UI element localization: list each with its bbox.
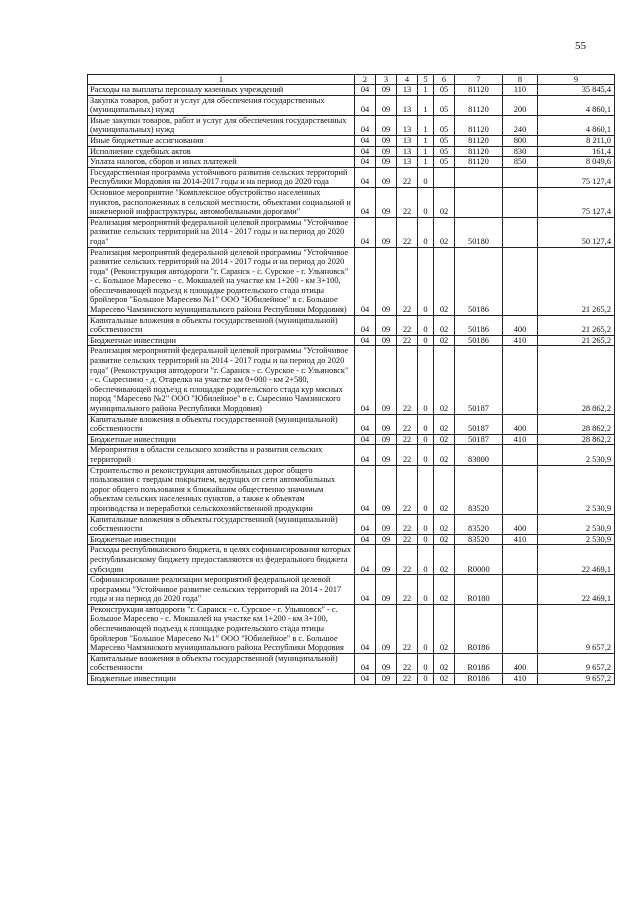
target-code-cell: 83520: [455, 534, 503, 545]
table-row: [88, 434, 615, 445]
amount-cell: 2 530,9: [538, 534, 615, 545]
table-row: [88, 315, 615, 335]
expense-type-cell: 410: [503, 434, 538, 445]
event-cell: 02: [434, 445, 455, 465]
target-code-cell: R0000: [455, 545, 503, 575]
amount-cell: 2 530,9: [538, 514, 615, 534]
event-cell: 05: [434, 157, 455, 168]
rzd-cell: 04: [355, 534, 376, 545]
budget-table: [87, 74, 615, 685]
amount-cell: 21 265,2: [538, 315, 615, 335]
event-cell: 05: [434, 115, 455, 135]
table-row: [88, 414, 615, 434]
header-row: [88, 75, 615, 85]
target-code-cell: 50187: [455, 434, 503, 445]
table-body: [88, 85, 615, 685]
prz-cell: 09: [376, 146, 397, 157]
prz-cell: 09: [376, 514, 397, 534]
row-name-cell: Расходы на выплаты персоналу казенных учреждений: [88, 85, 355, 96]
subprogram-cell: 0: [418, 575, 434, 605]
program-cell: 13: [397, 146, 418, 157]
header-cell: 6: [434, 75, 455, 85]
event-cell: 02: [434, 217, 455, 247]
table-row: [88, 85, 615, 96]
target-code-cell: 83000: [455, 445, 503, 465]
prz-cell: 09: [376, 95, 397, 115]
prz-cell: 09: [376, 187, 397, 217]
subprogram-cell: 0: [418, 187, 434, 217]
rzd-cell: 04: [355, 115, 376, 135]
subprogram-cell: 0: [418, 167, 434, 187]
subprogram-cell: 0: [418, 346, 434, 414]
table-row: [88, 465, 615, 514]
expense-type-cell: 800: [503, 135, 538, 146]
row-name-cell: Расходы республиканского бюджета, в целях софинансирования которых республиканскому бюджету предоставляются из федерального бюджета субсидии: [88, 545, 355, 575]
program-cell: 22: [397, 604, 418, 653]
target-code-cell: R0186: [455, 674, 503, 685]
rzd-cell: 04: [355, 157, 376, 168]
event-cell: 02: [434, 674, 455, 685]
amount-cell: 2 530,9: [538, 465, 615, 514]
target-code-cell: 81120: [455, 85, 503, 96]
row-name-cell: Основное мероприятие "Комплексное обустройство населенных пунктов, расположенных в сельской местности, объектами социальной и инженерной инфраструктуры, автомобильными дорогами": [88, 187, 355, 217]
program-cell: 22: [397, 315, 418, 335]
program-cell: 13: [397, 157, 418, 168]
rzd-cell: 04: [355, 346, 376, 414]
program-cell: 22: [397, 545, 418, 575]
target-code-cell: R0186: [455, 604, 503, 653]
subprogram-cell: 0: [418, 247, 434, 315]
subprogram-cell: 0: [418, 434, 434, 445]
rzd-cell: 04: [355, 85, 376, 96]
table-row: [88, 247, 615, 315]
event-cell: 02: [434, 335, 455, 346]
amount-cell: 22 469,1: [538, 545, 615, 575]
target-code-cell: 81120: [455, 115, 503, 135]
amount-cell: 28 862,2: [538, 434, 615, 445]
rzd-cell: 04: [355, 335, 376, 346]
expense-type-cell: 400: [503, 653, 538, 673]
table-row: [88, 187, 615, 217]
row-name-cell: Бюджетные инвестиции: [88, 335, 355, 346]
rzd-cell: 04: [355, 545, 376, 575]
target-code-cell: [455, 187, 503, 217]
program-cell: 22: [397, 674, 418, 685]
subprogram-cell: 1: [418, 157, 434, 168]
row-name-cell: Реконструкция автодороги "г. Саранск - с. Сурское - г. Ульяновск" - с. Большое Маресево - с. Мокшалей на участке км 1+200 - км 3+100, обеспечивающей подъезд к площадке родительского стада птицы бройлеров "Большое Маресево №1" ООО "Юбилейное" в с. Большое Маресево Чамзинского муниципального района Республики Мордовия: [88, 604, 355, 653]
rzd-cell: 04: [355, 414, 376, 434]
target-code-cell: R0186: [455, 653, 503, 673]
target-code-cell: 81120: [455, 157, 503, 168]
row-name-cell: Бюджетные инвестиции: [88, 674, 355, 685]
page-number: 55: [575, 40, 586, 52]
rzd-cell: 04: [355, 95, 376, 115]
prz-cell: 09: [376, 217, 397, 247]
expense-type-cell: [503, 217, 538, 247]
program-cell: 13: [397, 115, 418, 135]
prz-cell: 09: [376, 85, 397, 96]
header-cell: 4: [397, 75, 418, 85]
event-cell: 02: [434, 346, 455, 414]
row-name-cell: Уплата налогов, сборов и иных платежей: [88, 157, 355, 168]
header-cell: 9: [538, 75, 615, 85]
row-name-cell: Реализация мероприятий федеральной целевой программы "Устойчивое развитие сельских территорий на 2014 - 2017 годы и на период до 2020 года": [88, 217, 355, 247]
row-name-cell: Софинансирование реализации мероприятий федеральной целевой программы "Устойчивое развитие сельских территорий на 2014 - 2017 годы и на период до 2020 года": [88, 575, 355, 605]
event-cell: 05: [434, 85, 455, 96]
amount-cell: 21 265,2: [538, 247, 615, 315]
prz-cell: 09: [376, 157, 397, 168]
program-cell: 22: [397, 167, 418, 187]
program-cell: 13: [397, 95, 418, 115]
event-cell: 05: [434, 95, 455, 115]
subprogram-cell: 1: [418, 95, 434, 115]
event-cell: 02: [434, 534, 455, 545]
table-row: [88, 167, 615, 187]
row-name-cell: Реализация мероприятий федеральной целевой программы "Устойчивое развитие сельских территорий на 2014 - 2017 годы и на период до 2020 года" (Реконструкция автодороги "г. Саранск - с. Сурское - г. Ульяновск" - с. Большое Маресево - с. Мокшалей на участке км 1+200 - км 3+100, обеспечивающей подъезд к площадке родительского стада птицы бройлеров "Большое Маресево №1" ООО "Юбилейное" в с. Большое Маресево Чамзинского муниципального района Республики Мордовия): [88, 247, 355, 315]
prz-cell: 09: [376, 167, 397, 187]
expense-type-cell: 200: [503, 95, 538, 115]
row-name-cell: Капитальные вложения в объекты государственной (муниципальной) собственности: [88, 514, 355, 534]
row-name-cell: Реализация мероприятий федеральной целевой программы "Устойчивое развитие сельских территорий на 2014 - 2017 годы и на период до 2020 года" (Реконструкция автодороги "г. Саранск - с. Сурское - г. Ульяновск" - с. Сыреснино - д. Отарелка на участке км 0+000 - км 2+580, обеспечивающей подъезд к площадке родительского стада кур мясных пород "Маресево №2" ООО "Юбилейное" в с. Сыресино Чамзинского муниципального района Республики Мордовия): [88, 346, 355, 414]
table-row: [88, 674, 615, 685]
target-code-cell: 50186: [455, 315, 503, 335]
program-cell: 22: [397, 534, 418, 545]
event-cell: 02: [434, 465, 455, 514]
event-cell: 02: [434, 247, 455, 315]
table-row: [88, 146, 615, 157]
prz-cell: 09: [376, 445, 397, 465]
program-cell: 22: [397, 514, 418, 534]
event-cell: 02: [434, 545, 455, 575]
table-row: [88, 335, 615, 346]
program-cell: 22: [397, 653, 418, 673]
program-cell: 13: [397, 85, 418, 96]
amount-cell: 28 862,2: [538, 414, 615, 434]
rzd-cell: 04: [355, 575, 376, 605]
subprogram-cell: 0: [418, 674, 434, 685]
rzd-cell: 04: [355, 465, 376, 514]
event-cell: 02: [434, 414, 455, 434]
program-cell: 22: [397, 346, 418, 414]
program-cell: 22: [397, 217, 418, 247]
event-cell: 02: [434, 604, 455, 653]
expense-type-cell: 850: [503, 157, 538, 168]
expense-type-cell: [503, 445, 538, 465]
prz-cell: 09: [376, 135, 397, 146]
subprogram-cell: 0: [418, 414, 434, 434]
subprogram-cell: 1: [418, 146, 434, 157]
rzd-cell: 04: [355, 604, 376, 653]
target-code-cell: 81120: [455, 146, 503, 157]
table-row: [88, 534, 615, 545]
expense-type-cell: 410: [503, 335, 538, 346]
table-row: [88, 217, 615, 247]
rzd-cell: 04: [355, 217, 376, 247]
amount-cell: 9 657,2: [538, 604, 615, 653]
row-name-cell: Капитальные вложения в объекты государственной (муниципальной) собственности: [88, 315, 355, 335]
row-name-cell: Капитальные вложения в объекты государственной (муниципальной) собственности: [88, 653, 355, 673]
table-row: [88, 445, 615, 465]
header-cell: 3: [376, 75, 397, 85]
event-cell: 02: [434, 514, 455, 534]
target-code-cell: 50187: [455, 414, 503, 434]
row-name-cell: Бюджетные инвестиции: [88, 534, 355, 545]
program-cell: 22: [397, 465, 418, 514]
target-code-cell: 50186: [455, 335, 503, 346]
expense-type-cell: [503, 167, 538, 187]
header-cell: 8: [503, 75, 538, 85]
prz-cell: 09: [376, 545, 397, 575]
subprogram-cell: 0: [418, 445, 434, 465]
prz-cell: 09: [376, 465, 397, 514]
expense-type-cell: [503, 346, 538, 414]
table-row: [88, 346, 615, 414]
program-cell: 22: [397, 434, 418, 445]
table-row: [88, 545, 615, 575]
target-code-cell: [455, 167, 503, 187]
subprogram-cell: 0: [418, 465, 434, 514]
row-name-cell: Иные закупки товаров, работ и услуг для обеспечения государственных (муниципальных) нужд: [88, 115, 355, 135]
row-name-cell: Капитальные вложения в объекты государственной (муниципальной) собственности: [88, 414, 355, 434]
rzd-cell: 04: [355, 445, 376, 465]
subprogram-cell: 1: [418, 115, 434, 135]
header-cell: 2: [355, 75, 376, 85]
row-name-cell: Закупка товаров, работ и услуг для обеспечения государственных (муниципальных) нужд: [88, 95, 355, 115]
rzd-cell: 04: [355, 135, 376, 146]
expense-type-cell: [503, 575, 538, 605]
rzd-cell: 04: [355, 514, 376, 534]
prz-cell: 09: [376, 434, 397, 445]
rzd-cell: 04: [355, 434, 376, 445]
subprogram-cell: 0: [418, 514, 434, 534]
subprogram-cell: 0: [418, 217, 434, 247]
expense-type-cell: [503, 187, 538, 217]
row-name-cell: Иные бюджетные ассигнования: [88, 135, 355, 146]
program-cell: 22: [397, 247, 418, 315]
amount-cell: 4 860,1: [538, 95, 615, 115]
expense-type-cell: 410: [503, 674, 538, 685]
event-cell: 02: [434, 434, 455, 445]
rzd-cell: 04: [355, 674, 376, 685]
amount-cell: 9 657,2: [538, 653, 615, 673]
amount-cell: 2 530,9: [538, 445, 615, 465]
event-cell: 05: [434, 146, 455, 157]
header-cell: 1: [88, 75, 355, 85]
expense-type-cell: [503, 247, 538, 315]
expense-type-cell: 400: [503, 315, 538, 335]
expense-type-cell: [503, 545, 538, 575]
event-cell: 02: [434, 575, 455, 605]
header-cell: 5: [418, 75, 434, 85]
program-cell: 22: [397, 335, 418, 346]
amount-cell: 8 049,6: [538, 157, 615, 168]
expense-type-cell: [503, 604, 538, 653]
row-name-cell: Бюджетные инвестиции: [88, 434, 355, 445]
event-cell: [434, 167, 455, 187]
table-row: [88, 604, 615, 653]
prz-cell: 09: [376, 674, 397, 685]
expense-type-cell: 240: [503, 115, 538, 135]
target-code-cell: R0180: [455, 575, 503, 605]
amount-cell: 9 657,2: [538, 674, 615, 685]
event-cell: 02: [434, 187, 455, 217]
subprogram-cell: 0: [418, 315, 434, 335]
table-row: [88, 653, 615, 673]
prz-cell: 09: [376, 575, 397, 605]
event-cell: 05: [434, 135, 455, 146]
subprogram-cell: 0: [418, 534, 434, 545]
amount-cell: 21 265,2: [538, 335, 615, 346]
prz-cell: 09: [376, 315, 397, 335]
table-row: [88, 115, 615, 135]
row-name-cell: Строительство и реконструкция автомобильных дорог общего пользования с твердым покрытием, ведущих от сети автомобильных дорог общего пользования к ближайшим общественно значимым объектам сельских населенных пунктов, а также к объектам производства и переработки сельскохозяйственной продукции: [88, 465, 355, 514]
expense-type-cell: 110: [503, 85, 538, 96]
rzd-cell: 04: [355, 653, 376, 673]
subprogram-cell: 1: [418, 85, 434, 96]
program-cell: 22: [397, 414, 418, 434]
program-cell: 22: [397, 575, 418, 605]
row-name-cell: Государственная программа устойчивого развития сельских территорий Республики Мордовия на 2014-2017 годы и на период до 2020 года: [88, 167, 355, 187]
amount-cell: 28 862,2: [538, 346, 615, 414]
target-code-cell: 50187: [455, 346, 503, 414]
amount-cell: 50 127,4: [538, 217, 615, 247]
target-code-cell: 83520: [455, 465, 503, 514]
amount-cell: 8 211,0: [538, 135, 615, 146]
target-code-cell: 83520: [455, 514, 503, 534]
header-cell: 7: [455, 75, 503, 85]
expense-type-cell: 400: [503, 514, 538, 534]
subprogram-cell: 0: [418, 545, 434, 575]
rzd-cell: 04: [355, 146, 376, 157]
target-code-cell: 50186: [455, 247, 503, 315]
rzd-cell: 04: [355, 315, 376, 335]
program-cell: 22: [397, 445, 418, 465]
program-cell: 22: [397, 187, 418, 217]
expense-type-cell: 830: [503, 146, 538, 157]
table-row: [88, 95, 615, 115]
target-code-cell: 81120: [455, 135, 503, 146]
amount-cell: 22 469,1: [538, 575, 615, 605]
amount-cell: 75 127,4: [538, 187, 615, 217]
prz-cell: 09: [376, 115, 397, 135]
event-cell: 02: [434, 653, 455, 673]
expense-type-cell: 400: [503, 414, 538, 434]
expense-type-cell: 410: [503, 534, 538, 545]
target-code-cell: 81120: [455, 95, 503, 115]
rzd-cell: 04: [355, 187, 376, 217]
subprogram-cell: 0: [418, 335, 434, 346]
amount-cell: 4 860,1: [538, 115, 615, 135]
program-cell: 13: [397, 135, 418, 146]
amount-cell: 35 845,4: [538, 85, 615, 96]
prz-cell: 09: [376, 534, 397, 545]
table-row: [88, 157, 615, 168]
event-cell: 02: [434, 315, 455, 335]
target-code-cell: 50180: [455, 217, 503, 247]
row-name-cell: Мероприятия в области сельского хозяйства и развития сельских территорий: [88, 445, 355, 465]
row-name-cell: Исполнение судебных актов: [88, 146, 355, 157]
prz-cell: 09: [376, 346, 397, 414]
amount-cell: 161,4: [538, 146, 615, 157]
rzd-cell: 04: [355, 247, 376, 315]
prz-cell: 09: [376, 247, 397, 315]
table-row: [88, 135, 615, 146]
expense-type-cell: [503, 465, 538, 514]
prz-cell: 09: [376, 335, 397, 346]
table-row: [88, 514, 615, 534]
subprogram-cell: 1: [418, 135, 434, 146]
subprogram-cell: 0: [418, 604, 434, 653]
subprogram-cell: 0: [418, 653, 434, 673]
prz-cell: 09: [376, 604, 397, 653]
amount-cell: 75 127,4: [538, 167, 615, 187]
prz-cell: 09: [376, 653, 397, 673]
prz-cell: 09: [376, 414, 397, 434]
rzd-cell: 04: [355, 167, 376, 187]
table-row: [88, 575, 615, 605]
